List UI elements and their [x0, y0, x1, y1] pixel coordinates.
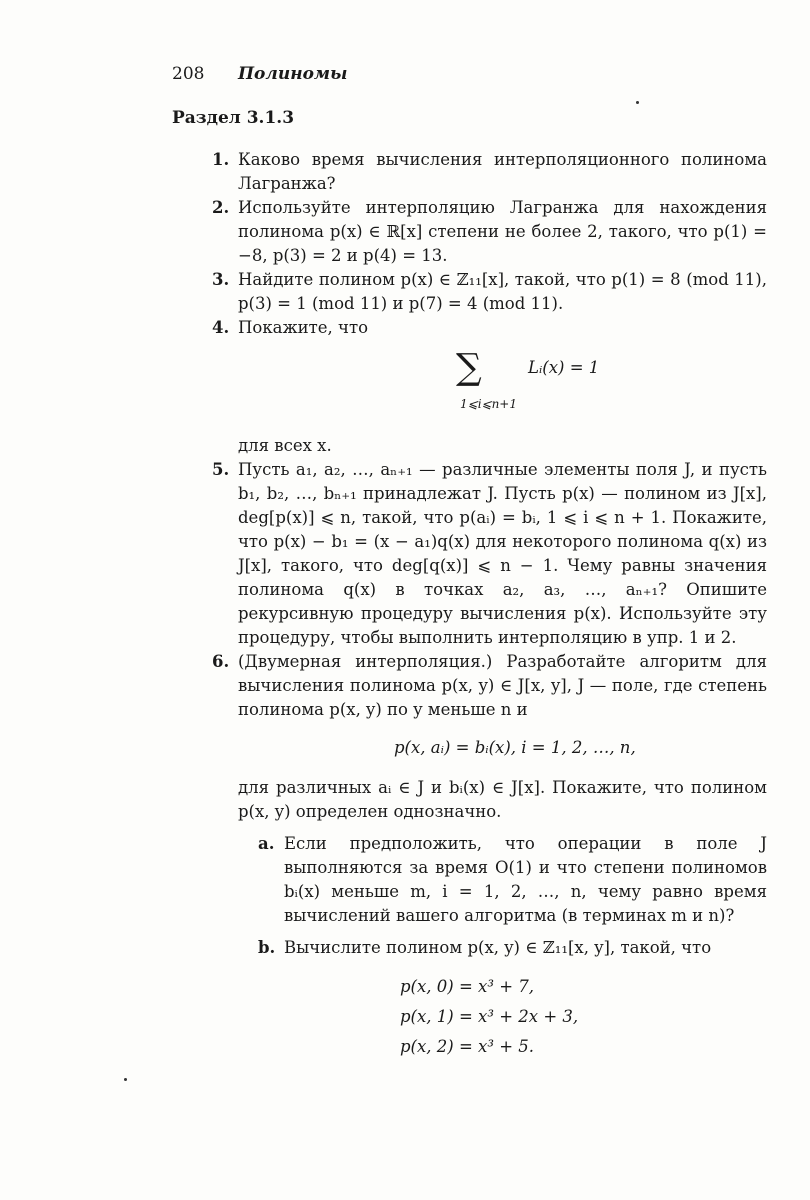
equation-line: p(x, 2) = x³ + 5.	[400, 1037, 535, 1056]
page-number: 208	[172, 64, 205, 84]
exercise-text: Используйте интерполяцию Лагранжа для нахождения полинома p(x) ∈ ℝ[x] степени не более 2, такого, что p(1) = −8, p(3) = 2 и p(4) = 13.	[238, 198, 767, 265]
sum-limits: 1⩽i⩽n+1	[460, 397, 517, 411]
exercise-6	[172, 650, 767, 824]
exercise-list	[172, 148, 767, 1062]
equation-line: p(x, 0) = x³ + 7,	[400, 977, 535, 996]
exercise-text-after: для всех x.	[238, 436, 332, 455]
subpart-text: Если предположить, что операции в поле J выполняются за время O(1) и что степени полиномов bᵢ(x) меньше m, i = 1, 2, …, n, чему равно время вычислений вашего алгоритма (в терминах m и n)?	[284, 834, 767, 925]
exercise-2	[172, 196, 767, 268]
exercise-number: 1.	[212, 150, 230, 169]
subpart-text: Вычислите полином p(x, y) ∈ ℤ₁₁[x, y], такой, что	[284, 938, 712, 957]
sum-equation	[238, 348, 767, 428]
exercise-text: Каково время вычисления интерполяционного полинома Лагранжа?	[238, 150, 767, 193]
exercise-text: (Двумерная интерполяция.) Разработайте алгоритм для вычисления полинома p(x, y) ∈ J[x, y], J — поле, где степень полинома p(x, y) по y меньше n и	[238, 652, 767, 719]
scan-speck	[636, 101, 639, 104]
exercise-number: 5.	[212, 460, 230, 479]
exercise-number: 6.	[212, 652, 230, 671]
subpart-letter: a.	[258, 834, 275, 853]
section-heading: Раздел 3.1.3	[172, 108, 295, 128]
summation-sign: ∑	[456, 347, 482, 388]
subpart-letter: b.	[258, 938, 276, 957]
scan-speck	[124, 1078, 127, 1081]
exercise-text-after: для различных aᵢ ∈ J и bᵢ(x) ∈ J[x]. Покажите, что полином p(x, y) определен однозначно.	[238, 778, 767, 821]
display-equation: p(x, aᵢ) = bᵢ(x), i = 1, 2, …, n,	[394, 738, 636, 757]
exercise-number: 4.	[212, 318, 230, 337]
subpart-b	[172, 936, 767, 960]
exercise-text: Пусть a₁, a₂, …, aₙ₊₁ — различные элементы поля J, и пусть b₁, b₂, …, bₙ₊₁ принадлежат J. Пусть p(x) — полином из J[x], deg[p(x)] ⩽ n, такой, что p(aᵢ) = bᵢ, 1 ⩽ i ⩽ n + 1. Покажите, что p(x) − b₁ = (x − a₁)q(x) для некоторого полинома q(x) из J[x], такого, что deg[q(x)] ⩽ n − 1. Чему равны значения полинома q(x) в точках a₂, a₃, …, aₙ₊₁? Опишите рекурсивную процедуру вычисления p(x). Используйте эту процедуру, чтобы выполнить интерполяцию в упр. 1 и 2.	[238, 460, 767, 647]
exercise-text: Найдите полином p(x) ∈ ℤ₁₁[x], такой, что p(1) = 8 (mod 11), p(3) = 1 (mod 11) и p(7) = 4 (mod 11).	[238, 270, 767, 313]
exercise-3	[172, 268, 767, 316]
sum-expression: Lᵢ(x) = 1	[528, 358, 600, 377]
equation-system	[172, 972, 767, 1062]
exercise-1	[172, 148, 767, 196]
exercise-number: 3.	[212, 270, 230, 289]
equation-line: p(x, 1) = x³ + 2x + 3,	[400, 1007, 579, 1026]
exercise-text: Покажите, что	[238, 318, 369, 337]
exercise-4	[172, 316, 767, 458]
exercise-5	[172, 458, 767, 650]
exercise-number: 2.	[212, 198, 230, 217]
running-title: Полиномы	[238, 64, 348, 84]
subpart-a	[172, 832, 767, 928]
